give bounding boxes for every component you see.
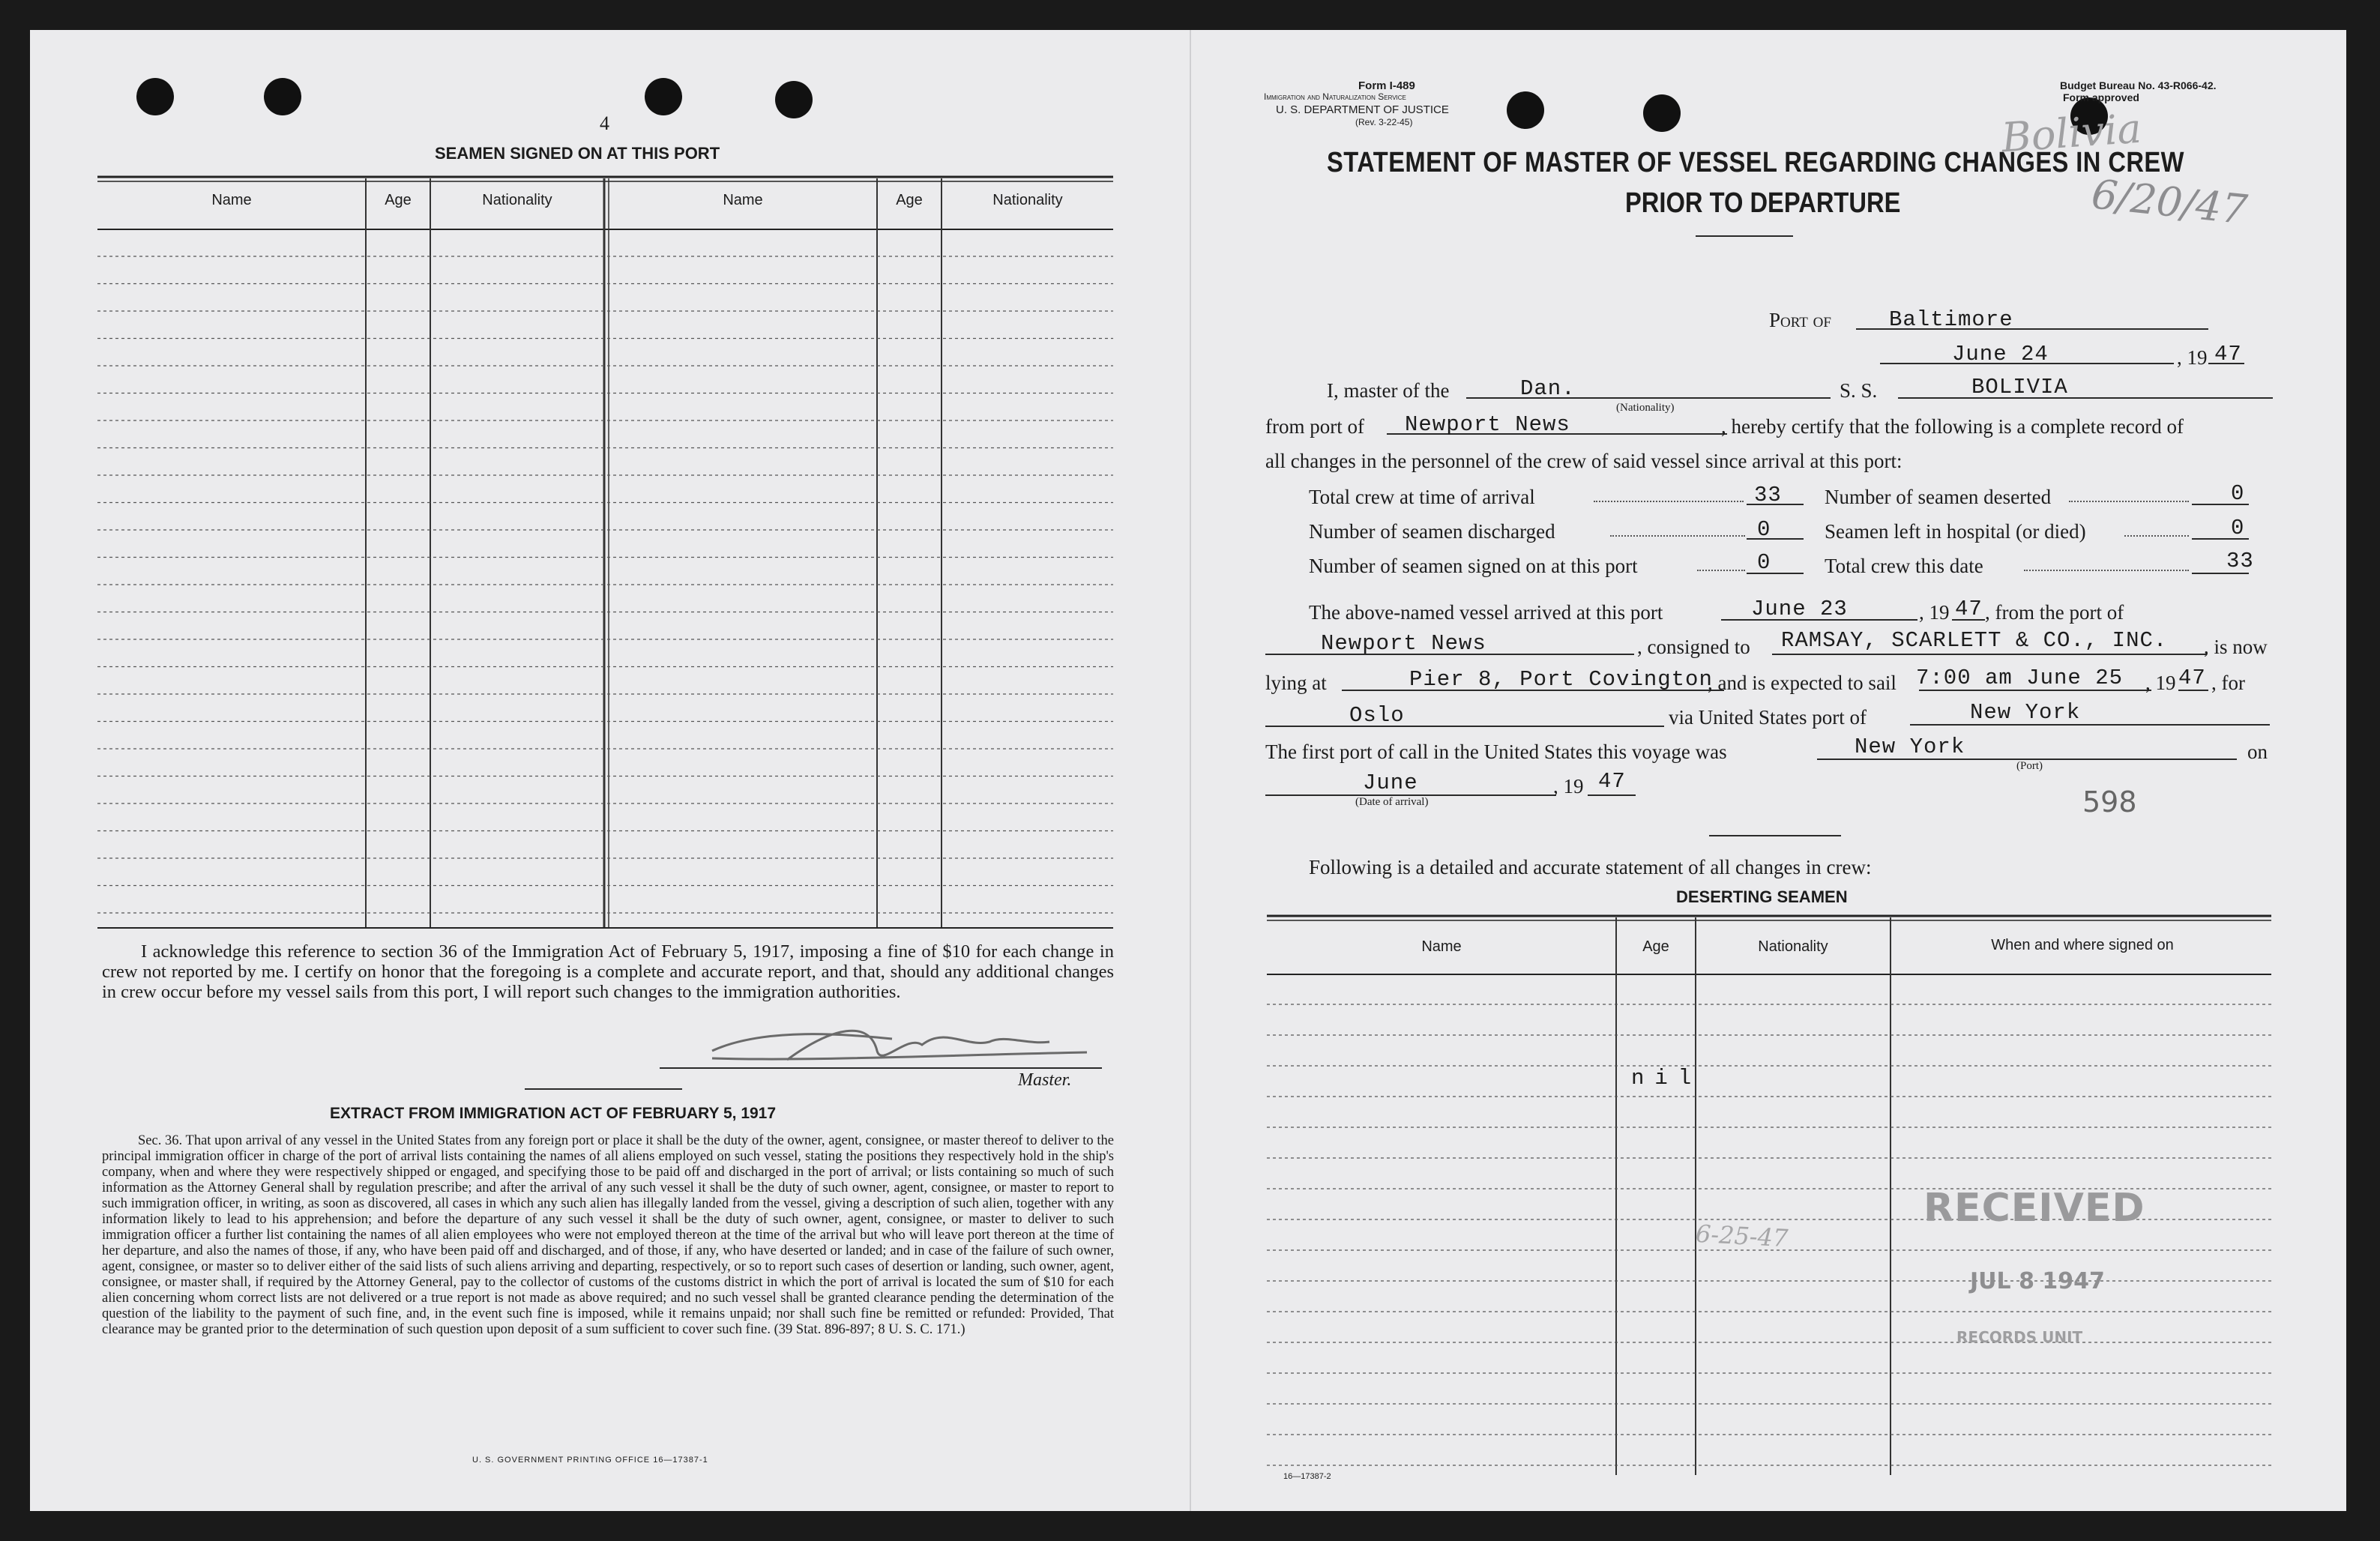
date-arrival-caption: (Date of arrival) — [1355, 796, 1429, 808]
nationality-value: Dan. — [1520, 376, 1576, 401]
dot-leader — [2024, 570, 2189, 571]
count-field — [1747, 538, 1804, 540]
divider — [525, 1088, 682, 1090]
for-label: , for — [2211, 672, 2245, 694]
count-discharged: 0 — [1757, 517, 1771, 542]
from-port-label: from port of — [1265, 415, 1364, 438]
punch-hole — [1507, 91, 1544, 129]
deserting-header-nationality: Nationality — [1758, 938, 1828, 955]
from-port-value: Newport News — [1405, 412, 1570, 437]
first-port-value: New York — [1855, 735, 1965, 759]
budget-line1: Budget Bureau No. 43-R066-42. — [2060, 79, 2217, 91]
stamp-number: 598 — [2082, 785, 2137, 818]
via-port-field — [1910, 724, 2270, 726]
budget-line2: Form approved — [2063, 91, 2139, 103]
punch-hole — [645, 78, 682, 115]
header-nationality-2: Nationality — [992, 192, 1063, 208]
arrived-year: 47 — [1955, 597, 1983, 621]
section-title: SEAMEN SIGNED ON AT THIS PORT — [435, 144, 720, 163]
dot-leader — [1610, 535, 1745, 537]
header-age-2: Age — [896, 192, 923, 208]
divider — [1709, 835, 1841, 836]
port-of-label: Port of — [1769, 309, 1831, 331]
sail-time: 7:00 am June 25 — [1916, 666, 2124, 690]
dot-leader — [1594, 501, 1744, 502]
arrived-from: Newport News — [1321, 631, 1486, 656]
first-port-date: June — [1363, 770, 1418, 795]
count-label-signed-on: Number of seamen signed on at this port — [1309, 555, 1638, 577]
agency-line1: Immigration and Naturalization Service — [1264, 91, 1406, 102]
handwritten-date: 6/20/47 — [2089, 170, 2250, 234]
expected-label: , and is expected to sail — [1708, 672, 1897, 694]
count-label-deserted: Number of seamen deserted — [1825, 486, 2052, 508]
deserting-header-name: Name — [1421, 938, 1462, 955]
handwritten-ship: Bolivia — [2000, 104, 2143, 162]
count-field — [1747, 573, 1804, 574]
sail-year: 47 — [2178, 666, 2206, 690]
via-label: via United States port of — [1669, 706, 1867, 729]
punch-hole — [136, 78, 174, 115]
following-text: Following is a detailed and accurate statement of all changes in crew: — [1309, 856, 1872, 878]
deserting-title: DESERTING SEAMEN — [1676, 887, 1848, 906]
header-nationality-1: Nationality — [482, 192, 552, 208]
master-signature — [697, 1012, 1102, 1079]
consignee-field — [1772, 654, 2207, 655]
first-port-year-prefix: , 19 — [1553, 775, 1584, 797]
signature-line — [660, 1067, 1102, 1069]
ss-label: S. S. — [1840, 379, 1878, 402]
port-caption: (Port) — [2016, 760, 2043, 772]
count-label-arrival: Total crew at time of arrival — [1309, 486, 1535, 508]
page-fold — [1190, 30, 1191, 1511]
received-date-stamp: JUL 8 1947 — [1970, 1268, 2105, 1294]
first-port-year-field — [1588, 794, 1636, 796]
lying-at-label: lying at — [1265, 672, 1327, 694]
date-value: June 24 — [1952, 342, 2049, 367]
dot-leader — [2069, 501, 2189, 502]
from-port-of-label: , from the port of — [1985, 601, 2124, 624]
sail-year-prefix: , 19 — [2145, 672, 2176, 694]
master-label: Master. — [1018, 1070, 1072, 1090]
lying-at-value: Pier 8, Port Covington — [1409, 667, 1713, 692]
first-port-label: The first port of call in the United States this voyage was — [1265, 741, 1727, 763]
printer-right: 16—17387-2 — [1283, 1472, 1331, 1481]
header-age-1: Age — [385, 192, 412, 208]
extract-text: Sec. 36. That upon arrival of any vessel in the United States from any foreign port or place it shall be the duty of the owner, agent, consignee, or master thereof to deliver to the principal immigration officer in charge of the port of arrival lists containing the names of all aliens employed on such vessel, stating the positions they respectively hold in the ship's company, when and where they were respectively shipped or engaged, and specifying those to be paid off and discharged in the port of arrival; or lists containing so much of such information as the Attorney General shall by regulation prescribe; and after the arrival of any such vessel it shall be the duty of such owner, agent, consignee, or master to report to such immigration officer, in writing, as soon as discovered, all cases in which any such alien has illegally landed from the vessel, giving a description of such alien, together with any information likely to lead to his apprehension; and before the departure of any such vessel it shall be the duty of such owner, agent, consignee, or master to deliver to such immigration officer a further list containing the names of all alien employees who were not employed thereon at the time of the arrival but who will leave port thereon at the time of her departure, and also the names of those, if any, who have been paid off and discharged, and of those, if any, who have deserted or landed; and in case of the failure of such owner, agent, consignee, or master so to deliver either of the said lists of such aliens arriving and departing, respectively, or so to report such cases of desertion or landing, such owner, agent, consignee, or master shall, if required by the Attorney General, pay to the collector of customs of the customs district in which the port of arrival is located the sum of $10 for each alien concerning whom correct lists are not delivered or a true report is not made as above required; and no such vessel shall be granted clearance pending the determination of the question of the liability to the payment of such fine, and, in the event such fine is imposed, while it remains unpaid; nor shall such fine be remitted or refunded: Provided, That clearance may be granted prior to the determination of such question upon deposit of a sum sufficient to cover such fine. (39 Stat. 896-897; 8 U. S. C. 171.) — [102, 1133, 1114, 1337]
punch-hole — [775, 81, 813, 118]
destination: Oslo — [1349, 703, 1405, 728]
header-name-2: Name — [723, 192, 763, 208]
page-number: 4 — [600, 112, 609, 134]
is-now-label: , is now — [2204, 636, 2268, 658]
changes-text: all changes in the personnel of the crew of said vessel since arrival at this port: — [1265, 450, 1903, 472]
printer-left: U. S. GOVERNMENT PRINTING OFFICE 16—17387-1 — [472, 1456, 708, 1465]
ship-field — [1898, 397, 2273, 399]
extract-title: EXTRACT FROM IMMIGRATION ACT OF FEBRUARY 5, 1917 — [330, 1105, 777, 1122]
count-label-hospital: Seamen left in hospital (or died) — [1825, 520, 2086, 543]
nil-entry: nil — [1631, 1066, 1702, 1091]
arrived-year-prefix: , 19 — [1919, 601, 1950, 624]
header-name-1: Name — [211, 192, 252, 208]
deserting-header-signed-on: When and where signed on — [1991, 937, 2174, 953]
signed-on-table — [97, 175, 1117, 932]
records-stamp: RECORDS UNIT — [1956, 1328, 2083, 1346]
consigned-label: , consigned to — [1637, 636, 1750, 658]
punch-hole — [1643, 94, 1681, 132]
revision: (Rev. 3-22-45) — [1355, 117, 1413, 127]
form-number: Form I-489 — [1358, 79, 1415, 92]
count-total: 33 — [2226, 549, 2254, 573]
count-label-total: Total crew this date — [1825, 555, 1983, 577]
destination-field — [1265, 726, 1664, 727]
form-title-line2: PRIOR TO DEPARTURE — [1625, 187, 1901, 219]
dot-leader — [2124, 535, 2189, 537]
pencil-note: 6-25-47 — [1695, 1219, 1789, 1253]
certify-text: , hereby certify that the following is a complete record of — [1721, 415, 2184, 438]
on-label: on — [2247, 741, 2268, 763]
count-hospital: 0 — [2231, 516, 2245, 540]
ship-name: BOLIVIA — [1971, 375, 2068, 399]
count-label-discharged: Number of seamen discharged — [1309, 520, 1555, 543]
port-of-value: Baltimore — [1889, 307, 2013, 332]
count-arrival: 33 — [1754, 483, 1782, 507]
consignee: RAMSAY, SCARLETT & CO., INC. — [1781, 628, 2168, 653]
punch-hole — [264, 78, 301, 115]
received-stamp: RECEIVED — [1923, 1186, 2145, 1231]
first-port-year: 47 — [1598, 769, 1626, 794]
acknowledgement-text: I acknowledge this reference to section 36 of the Immigration Act of February 5, 1917, imposing a fine of $10 for each change in crew not reported by me. I certify on honor that the foregoing is a complete and accurate report, and that, should any additional changes in crew occur before my vessel sails from this port, I will report such changes to the immigration authorities. — [102, 941, 1114, 1002]
arrived-label: The above-named vessel arrived at this port — [1309, 601, 1663, 624]
via-port: New York — [1970, 700, 2081, 725]
title-underline — [1696, 235, 1793, 237]
master-of-label: I, master of the — [1327, 379, 1450, 402]
count-deserted: 0 — [2231, 481, 2245, 506]
date-year: 47 — [2214, 342, 2242, 367]
nationality-caption: (Nationality) — [1616, 402, 1675, 414]
count-signed-on: 0 — [1757, 550, 1771, 575]
dot-leader — [1697, 570, 1745, 571]
date-year-prefix: , 19 — [2177, 346, 2208, 369]
deserting-header-age: Age — [1642, 938, 1669, 955]
form-title-line1: STATEMENT OF MASTER OF VESSEL REGARDING CHANGES IN CREW — [1327, 147, 2184, 178]
arrived-date: June 23 — [1751, 597, 1848, 621]
agency-line2: U. S. DEPARTMENT OF JUSTICE — [1276, 103, 1449, 116]
